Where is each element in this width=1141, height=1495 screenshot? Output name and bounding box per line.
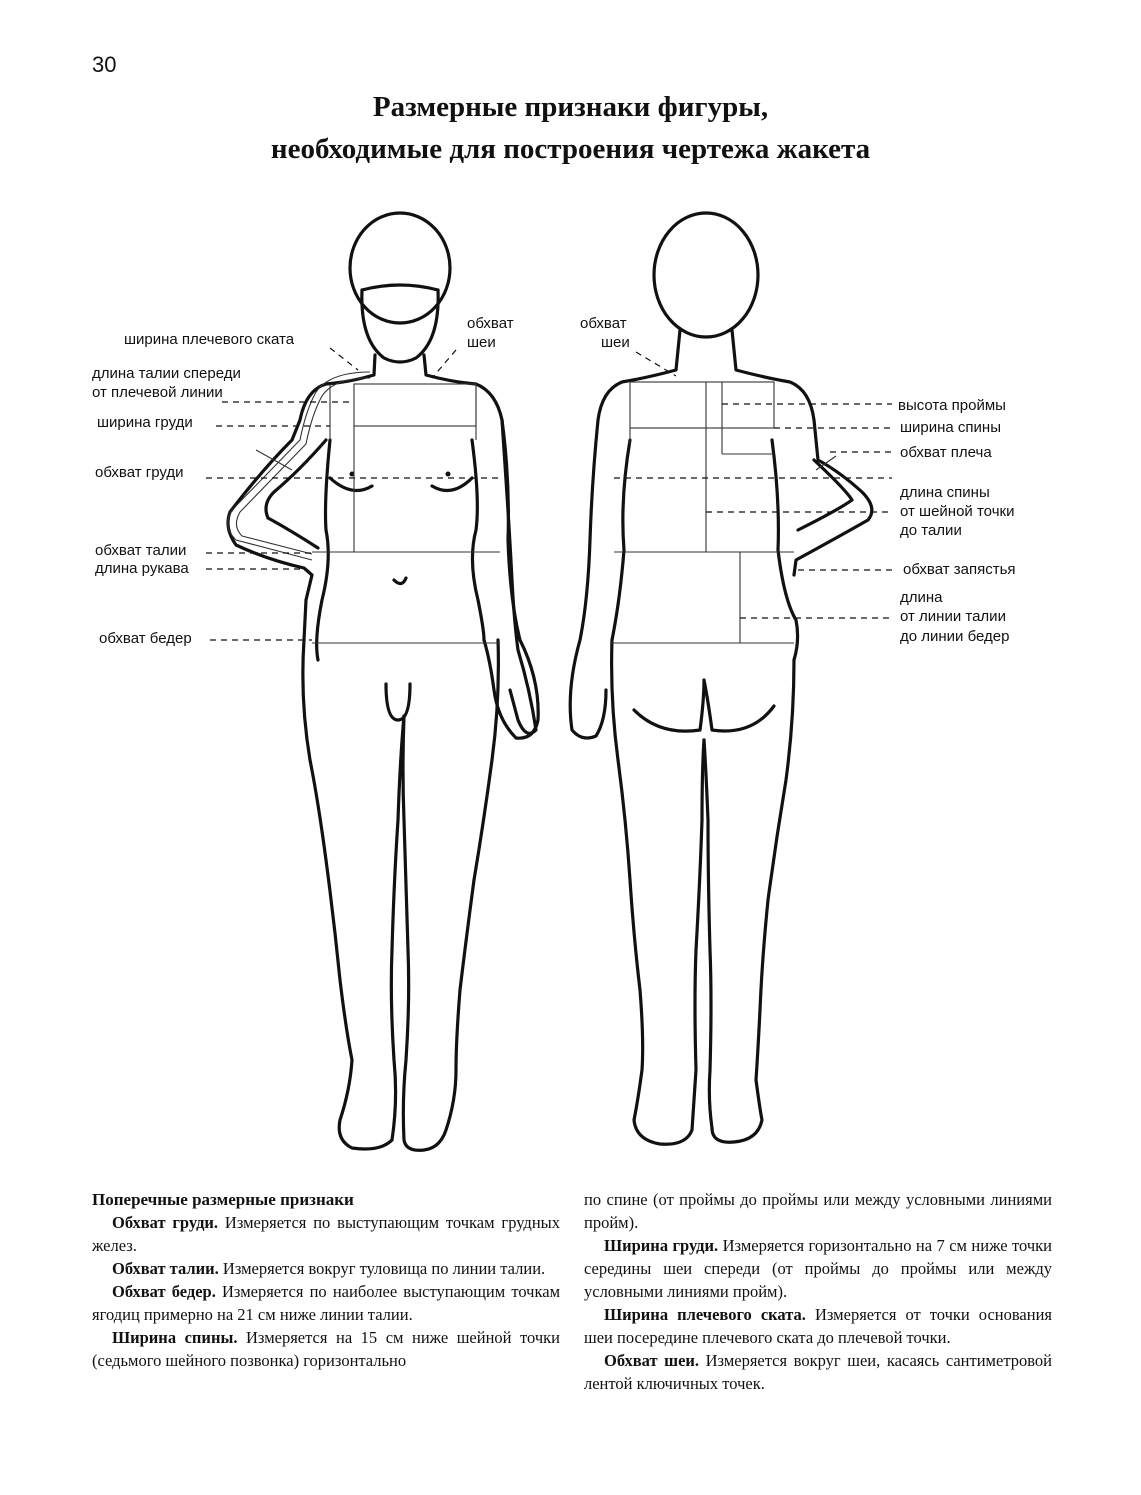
- term-neck: Обхват шеи.: [604, 1351, 700, 1370]
- desc-shoulder-slope: Измеряется от точки основания шеи посередине плечевого ската до плечевой точки.: [584, 1305, 1052, 1347]
- label-waist-hip-length-3: до линии бедер: [900, 628, 1010, 645]
- text-column-left: [92, 1188, 560, 1372]
- page-number: 30: [92, 52, 117, 77]
- back-shoulders: [570, 330, 680, 738]
- front-figure: [228, 213, 538, 1150]
- label-waist-hip-length-1: длина: [900, 589, 943, 606]
- label-back-neck-girth-1: обхват: [580, 315, 627, 332]
- back-torso-left: [612, 440, 630, 640]
- label-front-neck-girth-2: шеи: [467, 334, 496, 351]
- title-line-1: Размерные признаки фигуры,: [372, 91, 769, 123]
- label-back-length-1: длина спины: [900, 484, 990, 501]
- label-back-length-2: от шейной точки: [900, 503, 1015, 520]
- term-chest-width: Ширина груди.: [604, 1236, 719, 1255]
- label-upper-arm-girth: обхват плеча: [900, 444, 992, 461]
- paragraph-neck: [584, 1349, 1052, 1395]
- back-figure: [570, 213, 872, 1144]
- label-front-waist-length-1: длина талии спереди: [92, 365, 241, 382]
- label-hip-girth: обхват бедер: [99, 630, 192, 647]
- label-bust-girth: обхват груди: [95, 464, 184, 481]
- label-wrist-girth: обхват запястья: [903, 561, 1016, 578]
- paragraph-hip: [92, 1280, 560, 1326]
- back-buttocks: [634, 680, 774, 731]
- label-sleeve-length: длина рукава: [95, 560, 189, 577]
- front-bust-right: [432, 478, 472, 491]
- front-grid-chest: [354, 384, 476, 426]
- term-back-width: Ширина спины.: [112, 1328, 238, 1347]
- sleeve-tape-outer: [228, 372, 370, 560]
- paragraph-chest-width: [584, 1234, 1052, 1303]
- paragraph-back-width-cont: по спине (от проймы до проймы или между условными линиями пройм).: [584, 1190, 1052, 1232]
- label-waist-girth: обхват талии: [95, 542, 187, 559]
- front-head: [350, 213, 450, 323]
- label-back-width: ширина спины: [900, 419, 1001, 436]
- back-labels: [580, 315, 1016, 645]
- back-leg-right: [704, 660, 794, 1142]
- label-front-neck-girth-1: обхват: [467, 315, 514, 332]
- desc-waist: Измеряется вокруг туловища по линии талии.: [218, 1259, 546, 1278]
- label-back-length-3: до талии: [900, 522, 962, 539]
- title-line-2: необходимые для построения чертежа жакета: [270, 133, 871, 165]
- term-waist: Обхват талии.: [112, 1259, 219, 1278]
- paragraph-back-width: [92, 1326, 560, 1372]
- back-head: [654, 213, 758, 337]
- back-leaders: [614, 352, 892, 618]
- desc-neck: Измеряется вокруг шеи, касаясь сантиметровой лентой ключичных точек.: [584, 1351, 1052, 1393]
- label-waist-hip-length-2: от линии талии: [900, 608, 1006, 625]
- paragraph-shoulder-slope: [584, 1303, 1052, 1349]
- term-bust: Обхват груди.: [112, 1213, 219, 1232]
- front-crotch: [386, 684, 410, 720]
- front-leaders: [206, 348, 500, 640]
- paragraph-waist: [92, 1257, 560, 1280]
- label-front-waist-length-2: от плечевой линии: [92, 384, 223, 401]
- back-shoulders-right: [732, 330, 872, 575]
- back-leg-left: [612, 640, 704, 1144]
- front-bust-left: [330, 478, 372, 491]
- front-nipple-right: [446, 472, 451, 477]
- front-hairline: [362, 285, 438, 290]
- front-face: [362, 290, 438, 362]
- desc-hip: Измеряется по наиболее выступающим точкам ягодиц примерно на 21 см ниже линии талии.: [92, 1282, 561, 1324]
- paragraph-bust: [92, 1211, 560, 1257]
- label-shoulder-slope-width: ширина плечевого ската: [124, 331, 295, 348]
- desc-chest-width: Измеряется горизонтально на 7 см ниже точки середины шеи спереди (от проймы до проймы или между условными линиями пройм).: [584, 1236, 1052, 1301]
- front-labels: [92, 315, 514, 647]
- text-column-right: [584, 1188, 1052, 1395]
- back-grid-top: [630, 382, 774, 428]
- term-hip: Обхват бедер.: [112, 1282, 216, 1301]
- label-back-neck-girth-2: шеи: [601, 334, 630, 351]
- front-torso-right: [472, 440, 484, 640]
- desc-bust: Измеряется по выступающим точкам грудных желез.: [92, 1213, 560, 1255]
- front-torso-left: [317, 440, 330, 660]
- back-arm-inner: [798, 460, 852, 530]
- back-torso-right: [772, 440, 798, 660]
- front-body-left: [228, 355, 404, 1149]
- desc-back-width: Измеряется на 15 см ниже шейной точки (седьмого шейного позвонка) горизонтально: [92, 1328, 560, 1370]
- front-navel: [394, 578, 406, 584]
- label-chest-width: ширина груди: [97, 414, 193, 431]
- term-shoulder-slope: Ширина плечевого ската.: [604, 1305, 806, 1324]
- front-body-right: [403, 355, 536, 1150]
- label-armhole-height: высота проймы: [898, 397, 1006, 414]
- section-heading: Поперечные размерные признаки: [92, 1190, 354, 1209]
